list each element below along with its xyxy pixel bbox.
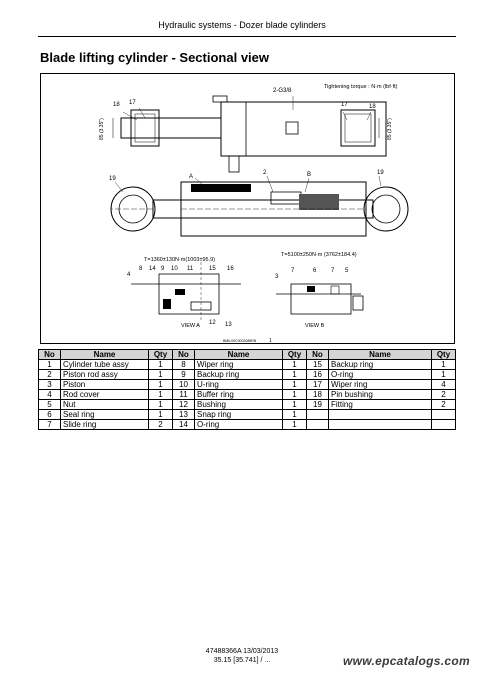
table-row [39,370,456,380]
cell-no: 14 [173,420,195,430]
callout-17-left: 17 [129,100,136,106]
callout-7b: 7 [331,268,335,274]
callout-5: 5 [345,268,349,274]
col-header-name: Name [61,350,149,360]
cell-name: Pin bushing [329,390,432,400]
parts-table [38,349,456,430]
callout-2: 2 [263,170,267,176]
cell-name: Backup ring [329,360,432,370]
table-header-row [39,350,456,360]
cell-qty: 2 [149,420,173,430]
table-row [39,410,456,420]
cell-qty [432,420,456,430]
callout-b: B [307,172,312,178]
torque-a-label: T=1360±130N·m(1003±95.9) [144,257,216,263]
cell-no: 3 [39,380,61,390]
cell-qty: 1 [432,370,456,380]
view-a-detail [131,262,241,322]
cell-no: 16 [307,370,329,380]
col-header-qty: Qty [149,350,173,360]
cell-qty: 1 [283,380,307,390]
cell-name: Nut [61,400,149,410]
col-header-no: No [39,350,61,360]
table-row [39,360,456,370]
section-title: Blade lifting cylinder - Sectional view [40,50,269,65]
callout-19-left: 19 [109,176,116,182]
cell-qty: 1 [432,360,456,370]
sectional-view-figure [40,73,455,344]
cell-qty: 1 [283,370,307,380]
cell-name: Wiper ring [329,380,432,390]
col-header-name: Name [195,350,283,360]
cell-name: Fitting [329,400,432,410]
torque-b-label: T=5100±250N·m (3762±184.4) [281,252,357,258]
cell-no: 7 [39,420,61,430]
col-header-name: Name [329,350,432,360]
cell-name: Buffer ring [195,390,283,400]
callout-12: 12 [209,320,216,326]
dim-85-right: 85 (3.35") [387,118,393,140]
view-b-label: VIEW B [305,323,325,329]
cell-name: Backup ring [195,370,283,380]
page-header: Hydraulic systems - Dozer blade cylinders [158,20,326,30]
cell-no [307,410,329,420]
watermark-text: www.epcatalogs.com [343,654,470,668]
cell-name: Piston rod assy [61,370,149,380]
col-header-no: No [307,350,329,360]
cell-name: Rod cover [61,390,149,400]
callout-14: 14 [149,266,156,272]
cell-no: 9 [173,370,195,380]
cell-qty: 1 [149,360,173,370]
cell-no: 15 [307,360,329,370]
cell-name: O-ring [329,370,432,380]
cell-no: 6 [39,410,61,420]
callout-labels [109,84,398,344]
callout-17-right: 17 [341,102,348,108]
cell-no: 11 [173,390,195,400]
figure-ref-number: 1 [269,338,272,344]
callout-6: 6 [313,268,317,274]
cell-qty: 1 [149,410,173,420]
cell-name: Cylinder tube assy [61,360,149,370]
cell-qty: 1 [283,410,307,420]
cell-qty: 1 [283,400,307,410]
col-header-no: No [173,350,195,360]
view-a-label: VIEW A [181,323,200,329]
cell-no [307,420,329,430]
cell-name [329,410,432,420]
footer-doc-id: 47488366A 13/03/2013 [205,648,279,655]
callout-8: 8 [139,266,143,272]
cell-name: Piston [61,380,149,390]
cell-no: 10 [173,380,195,390]
callout-4: 4 [127,272,131,278]
cell-no: 8 [173,360,195,370]
callout-3: 3 [275,274,279,280]
callout-13: 13 [225,322,232,328]
col-header-qty: Qty [283,350,307,360]
cell-no: 4 [39,390,61,400]
cell-no: 1 [39,360,61,370]
cell-qty [432,410,456,420]
cell-name: Snap ring [195,410,283,420]
callout-16: 16 [227,266,234,272]
cell-name: O-ring [195,420,283,430]
cell-qty: 1 [283,420,307,430]
view-b-detail [276,284,363,314]
cell-no: 12 [173,400,195,410]
table-row [39,400,456,410]
callout-19-right: 19 [377,170,384,176]
table-row [39,380,456,390]
cell-no: 17 [307,380,329,390]
callout-2-g3-8: 2-G3/8 [273,88,292,94]
col-header-qty: Qty [432,350,456,360]
cell-name: Bushing [195,400,283,410]
cell-no: 18 [307,390,329,400]
cell-qty: 1 [149,400,173,410]
cell-qty: 1 [283,360,307,370]
callout-9: 9 [161,266,165,272]
cell-no: 5 [39,400,61,410]
callout-15: 15 [209,266,216,272]
cell-no: 19 [307,400,329,410]
table-row [39,420,456,430]
cell-name: U-ring [195,380,283,390]
footer-page-ref: 35.15 [35.741] / ... [213,657,271,664]
cell-qty: 2 [432,390,456,400]
cell-qty: 4 [432,380,456,390]
figure-ref-code: BMIL00C0002088RN [223,339,257,343]
callout-18-left: 18 [113,102,120,108]
callout-a: A [189,174,194,180]
cell-qty: 2 [432,400,456,410]
header-divider [38,36,456,37]
table-row [39,390,456,400]
cell-name: Seal ring [61,410,149,420]
tightening-torque-label: Tightening torque : N·m (lbf·ft) [324,84,398,90]
callout-10: 10 [171,266,178,272]
cell-name: Wiper ring [195,360,283,370]
cell-no: 2 [39,370,61,380]
cell-qty: 1 [149,390,173,400]
cell-qty: 1 [149,370,173,380]
callout-7a: 7 [291,268,295,274]
cell-name: Slide ring [61,420,149,430]
cylinder-drawing [41,74,456,345]
cell-name [329,420,432,430]
cell-no: 13 [173,410,195,420]
callout-11: 11 [187,266,194,272]
middle-section-view [111,182,408,236]
callout-18-right: 18 [369,104,376,110]
cell-qty: 1 [283,390,307,400]
cell-qty: 1 [149,380,173,390]
dim-85-left: 85 (3.35") [99,118,105,140]
